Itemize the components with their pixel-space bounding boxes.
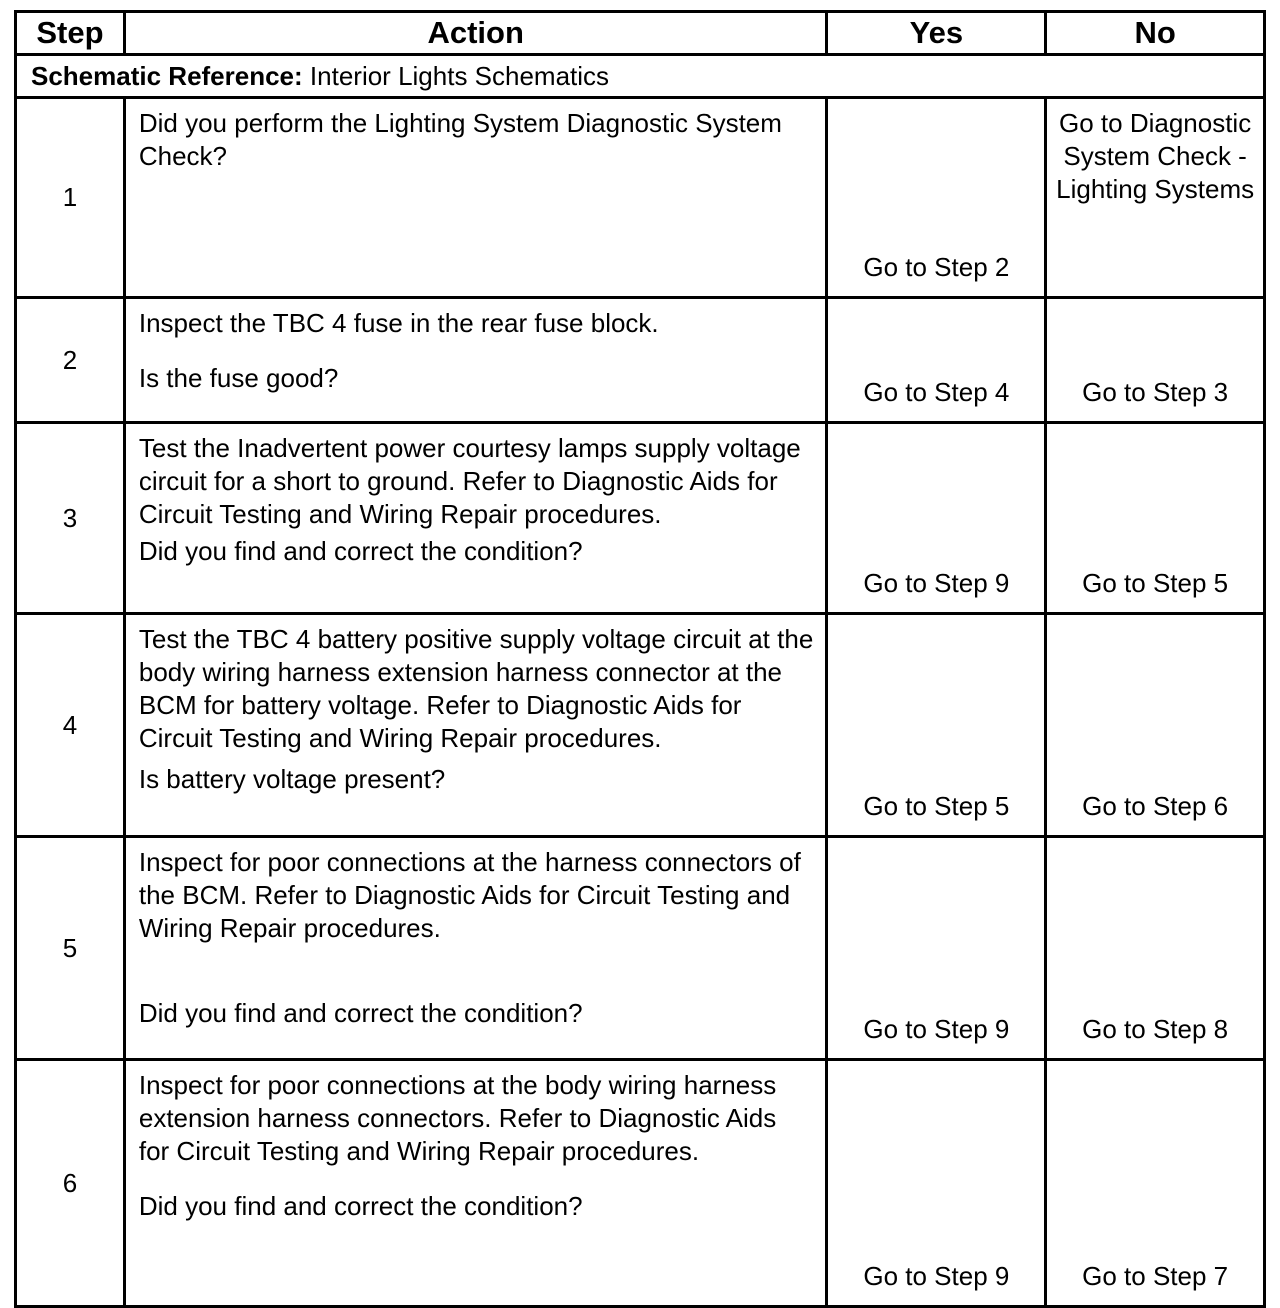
table-row [16, 614, 1265, 837]
table-row [16, 298, 1265, 423]
header-step: Step [16, 12, 125, 55]
step-action [124, 298, 827, 423]
schematic-reference-label: Schematic Reference: [31, 60, 303, 91]
no-result: Go to Step 8 [1046, 837, 1265, 1060]
diagnostic-table [14, 10, 1266, 1308]
yes-result: Go to Step 2 [827, 98, 1046, 298]
action-question: Did you find and correct the condition? [138, 1191, 583, 1221]
header-no: No [1046, 12, 1265, 55]
action-text: Did you perform the Lighting System Diagnostic System Check? [138, 108, 782, 171]
action-text: Inspect for poor connections at the body wiring harness extension harness connectors. Refer to Diagnostic Aids for Circuit Testing and Wiring Repair procedures. [138, 1070, 777, 1166]
no-result: Go to Diagnostic System Check - Lighting Systems [1046, 98, 1265, 298]
table-row [16, 837, 1265, 1060]
action-question: Did you find and correct the condition? [138, 998, 583, 1028]
yes-result: Go to Step 9 [827, 837, 1046, 1060]
step-number: 6 [16, 1060, 125, 1307]
step-action [124, 614, 827, 837]
step-action [124, 423, 827, 614]
table-row [16, 423, 1265, 614]
no-result: Go to Step 6 [1046, 614, 1265, 837]
step-number: 5 [16, 837, 125, 1060]
table-row [16, 1060, 1265, 1307]
schematic-reference-row [16, 55, 1265, 98]
no-result: Go to Step 7 [1046, 1060, 1265, 1307]
action-question: Did you find and correct the condition? [138, 536, 583, 566]
yes-result: Go to Step 5 [827, 614, 1046, 837]
action-question: Is battery voltage present? [138, 764, 446, 794]
step-number: 2 [16, 298, 125, 423]
header-row [16, 12, 1265, 55]
action-question: Is the fuse good? [138, 363, 339, 393]
no-result: Go to Step 5 [1046, 423, 1265, 614]
yes-result: Go to Step 9 [827, 1060, 1046, 1307]
header-action: Action [124, 12, 827, 55]
action-text: Test the TBC 4 battery positive supply voltage circuit at the body wiring harness extension harness connector at the BCM for battery voltage. Refer to Diagnostic Aids for Circuit Testing and Wiring Repair procedures. [138, 624, 814, 753]
table-row [16, 98, 1265, 298]
action-text: Test the Inadvertent power courtesy lamps supply voltage circuit for a short to ground. Refer to Diagnostic Aids for Circuit Testing and Wiring Repair procedures. [138, 433, 801, 529]
action-text: Inspect for poor connections at the harness connectors of the BCM. Refer to Diagnostic Aids for Circuit Testing and Wiring Repair procedures. [138, 847, 801, 943]
no-result: Go to Step 3 [1046, 298, 1265, 423]
step-number: 3 [16, 423, 125, 614]
yes-result: Go to Step 4 [827, 298, 1046, 423]
step-action [124, 1060, 827, 1307]
step-action [124, 837, 827, 1060]
action-text: Inspect the TBC 4 fuse in the rear fuse block. [138, 308, 659, 338]
schematic-reference [16, 55, 1265, 98]
yes-result: Go to Step 9 [827, 423, 1046, 614]
step-number: 4 [16, 614, 125, 837]
step-action [124, 98, 827, 298]
schematic-reference-value: Interior Lights Schematics [309, 60, 610, 91]
step-number: 1 [16, 98, 125, 298]
header-yes: Yes [827, 12, 1046, 55]
